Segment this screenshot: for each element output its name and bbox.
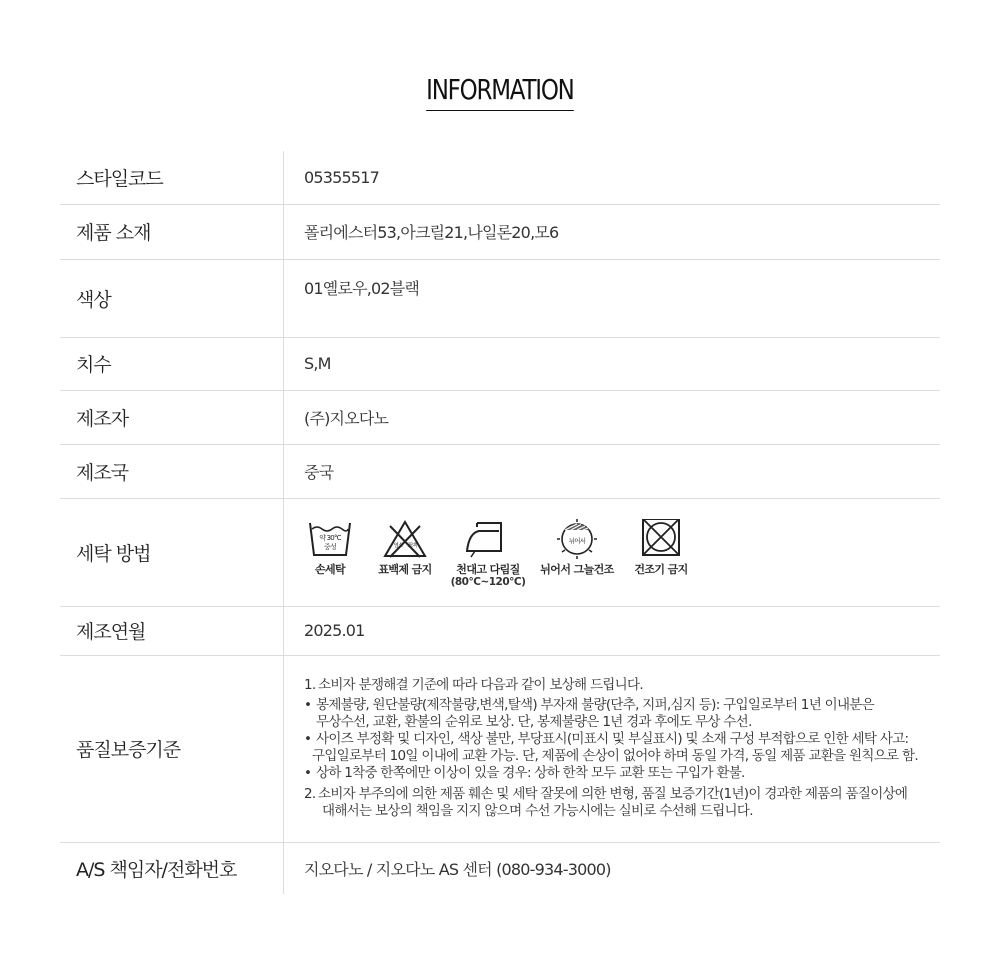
no-tumble-dry-icon bbox=[639, 519, 683, 559]
hand-wash-icon bbox=[308, 519, 352, 559]
row-label: 제조국 bbox=[60, 444, 284, 498]
row-label: 제조자 bbox=[60, 390, 284, 444]
table-row bbox=[60, 606, 940, 655]
quality-bullets bbox=[304, 697, 940, 782]
care-label: 뉘어서 그늘건조 bbox=[540, 563, 614, 576]
row-label: 스타일코드 bbox=[60, 151, 284, 204]
row-label: 품질보증기준 bbox=[60, 655, 284, 842]
list-item: • 봉제불량, 원단불량(제작불량,변색,탈색) 부자재 불량(단추, 지퍼,심지 등): 구입일로부터 1년 이내분은 무상수선, 교환, 환불의 순위로 보상. 단, 봉제불량은 1년 경과 후에도 무상 수선. bbox=[304, 697, 940, 731]
size-value: S,M bbox=[284, 337, 941, 390]
care-item-no-bleach bbox=[374, 519, 436, 576]
svg-text:표백: 표백 bbox=[407, 543, 417, 549]
table-row bbox=[60, 444, 940, 498]
title-wrap bbox=[0, 72, 1000, 111]
care-icons bbox=[304, 519, 940, 589]
manufacturer-value: (주)지오다노 bbox=[284, 390, 941, 444]
table-row bbox=[60, 655, 940, 842]
quality-item: 1. 소비자 분쟁해결 기준에 따라 다음과 같이 보상해 드립니다. bbox=[304, 677, 643, 693]
care-item-shade-dry bbox=[536, 519, 618, 576]
product-info-table bbox=[60, 151, 940, 894]
table-row bbox=[60, 259, 940, 337]
no-bleach-icon bbox=[383, 519, 427, 559]
country-value: 중국 bbox=[284, 444, 941, 498]
as-contact-value: 지오다노 / 지오다노 AS 센터 (080-934-3000) bbox=[304, 859, 611, 879]
page-title: INFORMATION bbox=[426, 72, 573, 111]
table-row bbox=[60, 498, 940, 606]
care-instructions bbox=[284, 498, 941, 606]
table-row bbox=[60, 390, 940, 444]
iron-icon bbox=[465, 519, 511, 559]
row-label: 제조연월 bbox=[60, 606, 284, 655]
table-row bbox=[60, 842, 940, 894]
manufacture-date-value: 2025.01 bbox=[284, 606, 941, 655]
care-item-iron bbox=[450, 519, 526, 589]
shade-dry-flat-icon bbox=[555, 519, 599, 559]
table-row bbox=[60, 337, 940, 390]
list-item: • 사이즈 부정확 및 디자인, 색상 불만, 부당표시(미표시 및 부실표시) 및 소재 구성 부적합으로 인한 세탁 사고: 구입일로부터 10일 이내에 교환 가능. 단, 제품에 손상이 없어야 하며 동일 가격, 동일 제품 교환을 원칙으로 함. bbox=[304, 731, 940, 765]
care-item-hand-wash bbox=[304, 519, 356, 576]
row-label: 색상 bbox=[60, 259, 284, 337]
row-label: 세탁 방법 bbox=[60, 498, 284, 606]
row-label: 제품 소재 bbox=[60, 204, 284, 259]
svg-text:중성: 중성 bbox=[324, 543, 336, 551]
quality-text bbox=[304, 677, 940, 820]
list-item: • 상하 1착중 한쪽에만 이상이 있을 경우: 상하 한착 모두 교환 또는 구입가 환불. bbox=[304, 765, 940, 782]
care-label: 표백제 금지 bbox=[378, 563, 432, 576]
table-row bbox=[60, 151, 940, 204]
color-value: 01옐로우,02블랙 bbox=[284, 259, 941, 337]
care-item-no-tumble-dry bbox=[630, 519, 692, 576]
table-row bbox=[60, 204, 940, 259]
quality-item: 2. 소비자 부주의에 의한 제품 훼손 및 세탁 잘못에 의한 변형, 품질 보증기간(1년)이 경과한 제품의 품질이상에 대해서는 보상의 책임을 지지 않으며 수선 가능시에는 실비로 수선해 드립니다. bbox=[304, 786, 908, 819]
svg-text:약 30°C: 약 30°C bbox=[319, 534, 341, 542]
care-label: 손세탁 bbox=[314, 563, 346, 576]
care-label: 천대고 다림질 (80°C~120°C) bbox=[450, 563, 526, 588]
quality-standard bbox=[284, 655, 941, 842]
care-label: 건조기 금지 bbox=[634, 563, 688, 576]
svg-text:뉘어서: 뉘어서 bbox=[568, 537, 586, 545]
svg-text:염소: 염소 bbox=[393, 543, 403, 549]
row-label: 치수 bbox=[60, 337, 284, 390]
row-label: A/S 책임자/전화번호 bbox=[60, 842, 284, 894]
style-code-value: 05355517 bbox=[284, 151, 941, 204]
material-value: 폴리에스터53,아크릴21,나일론20,모6 bbox=[284, 204, 941, 259]
